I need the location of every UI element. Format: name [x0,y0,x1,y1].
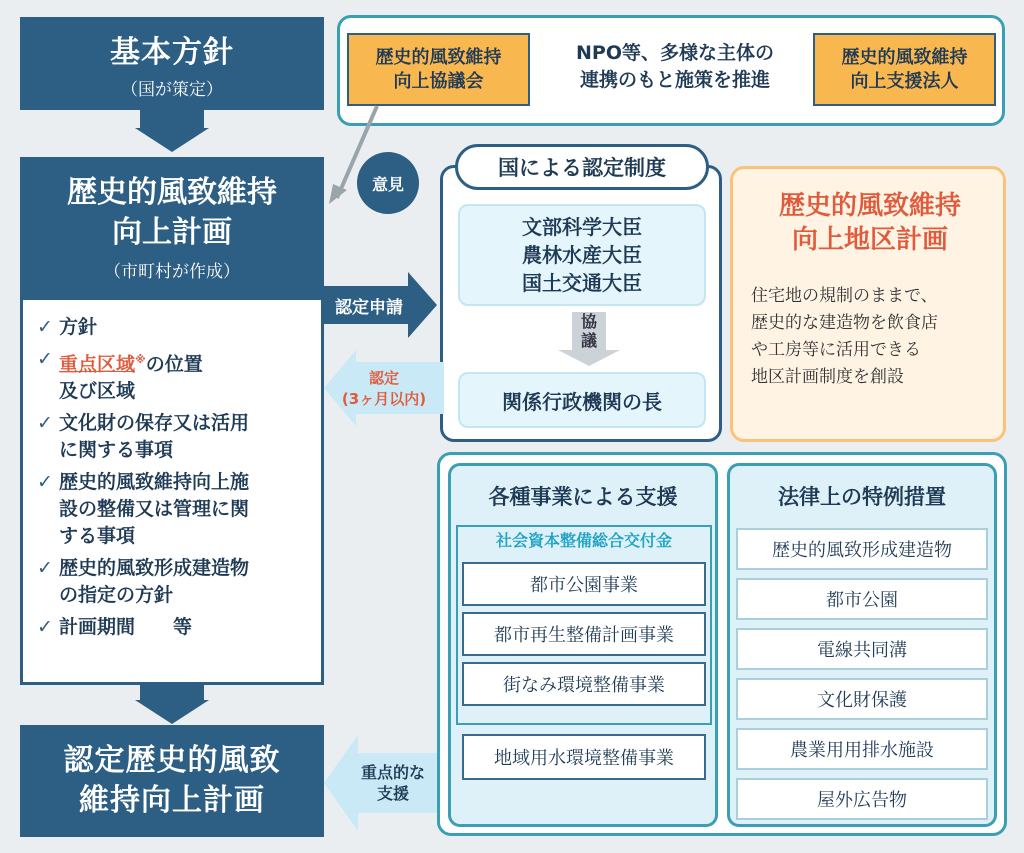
agency-head-box: 関係行政機関の長 [458,372,706,428]
historic-plan-subtitle: （市町村が作成） [104,261,240,282]
historic-plan-title-1: 歴史的風致維持 [67,174,277,210]
checklist-text: の位置 [145,353,203,376]
down-arrow-2 [135,700,209,724]
district-desc-line: 地区計画制度を創設 [751,367,904,387]
down-arrow-stem-2 [140,685,204,701]
certify-label: 認定 [368,369,399,387]
support-label-1: 重点的な [360,763,425,782]
district-plan-title-2: 向上地区計画 [791,225,948,255]
cooperation-text [540,40,810,94]
legal-item: 電線共同溝 [736,628,988,670]
minister-1: 文部科学大臣 [522,215,642,239]
council-line2: 向上協議会 [393,70,484,92]
apply-label: 認定申請 [335,297,403,318]
support-corp-line2: 向上支援法人 [850,70,959,92]
check-icon: ✓ [37,616,53,639]
support-arrow [324,735,444,831]
checklist-text: する事項 [59,525,136,548]
grant-title: 社会資本整備総合交付金 [495,531,672,550]
project-item-extra: 地域用水環境整備事業 [462,734,706,780]
district-plan-description [751,283,989,391]
minister-2: 農林水産大臣 [522,243,642,267]
priority-area-link[interactable]: 重点区域 [59,353,136,376]
district-plan-box [730,166,1006,442]
district-desc-line: 住宅地の規制のままで、 [751,286,938,306]
cooperation-line2: 連携のもと施策を推進 [579,69,770,91]
basic-policy-box [20,17,324,110]
checklist-text: に関する事項 [59,439,174,462]
certified-plan-title-1: 認定歴史的風致 [63,743,281,778]
council-line1: 歴史的風致維持 [375,46,502,68]
checklist-text: 計画期間 等 [59,616,193,639]
checklist-text: 歴史的風致形成建造物 [59,557,250,580]
certify-period: (3ヶ月以内) [341,390,427,408]
historic-plan-header [20,157,324,297]
check-icon: ✓ [37,348,53,370]
ministers-box [458,204,706,306]
consultation-arrow-head [558,350,620,366]
down-arrow-stem-1 [140,110,204,128]
project-item: 都市再生整備計画事業 [462,612,706,656]
checklist-text: 設の整備又は管理に関 [59,498,250,521]
check-icon: ✓ [37,471,53,494]
check-icon: ✓ [37,557,53,580]
consultation-label-2: 議 [580,331,597,350]
legal-item: 都市公園 [736,578,988,620]
legal-item: 屋外広告物 [736,778,988,820]
district-plan-title-1: 歴史的風致維持 [778,191,961,221]
legal-item: 文化財保護 [736,678,988,720]
district-desc-line: 歴史的な建造物を飲食店 [751,313,938,333]
check-icon: ✓ [37,412,53,435]
project-support-title: 各種事業による支援 [488,485,678,509]
cooperation-line1: NPO等、多様な主体の [576,42,774,64]
certified-plan-title-2: 維持向上計画 [79,783,265,818]
checklist-item [37,555,311,609]
checklist-text: 文化財の保存又は活用 [59,412,250,435]
legal-item: 農業用用排水施設 [736,728,988,770]
legal-item: 歴史的風致形成建造物 [736,528,988,570]
consultation-label-1: 協 [580,312,597,331]
down-arrow-1 [135,128,209,152]
checklist-item [37,346,311,405]
certify-arrow [324,350,444,426]
support-corp-box [813,33,996,106]
basic-policy-title: 基本方針 [110,35,234,70]
support-corp-line1: 歴史的風致維持 [841,46,968,68]
opinion-badge: 意見 [357,152,419,214]
basic-policy-subtitle: （国が策定） [121,80,223,100]
checklist-item [37,614,311,641]
check-icon: ✓ [37,316,53,338]
council-box [347,33,530,106]
checklist-item [37,469,311,550]
historic-plan-checklist [20,297,324,685]
district-desc-line: や工房等に活用できる [751,340,921,360]
project-item: 都市公園事業 [462,562,706,606]
checklist-text: 歴史的風致維持向上施 [59,471,250,494]
minister-3: 国土交通大臣 [522,271,642,295]
certified-plan-box [20,725,324,837]
support-label-2: 支援 [376,784,409,803]
checklist-item [37,410,311,464]
certification-title: 国による認定制度 [455,144,709,190]
consultation-arrow [572,312,606,350]
note-mark: ※ [135,353,146,366]
apply-arrow [324,272,437,338]
historic-plan-title-2: 向上計画 [112,214,232,250]
checklist-text: 方針 [59,316,98,338]
checklist-item [37,314,311,341]
checklist-text: の指定の方針 [59,584,174,607]
project-item: 街なみ環境整備事業 [462,662,706,706]
legal-measures-title: 法律上の特例措置 [778,485,946,509]
checklist-text: 及び区域 [59,380,136,403]
